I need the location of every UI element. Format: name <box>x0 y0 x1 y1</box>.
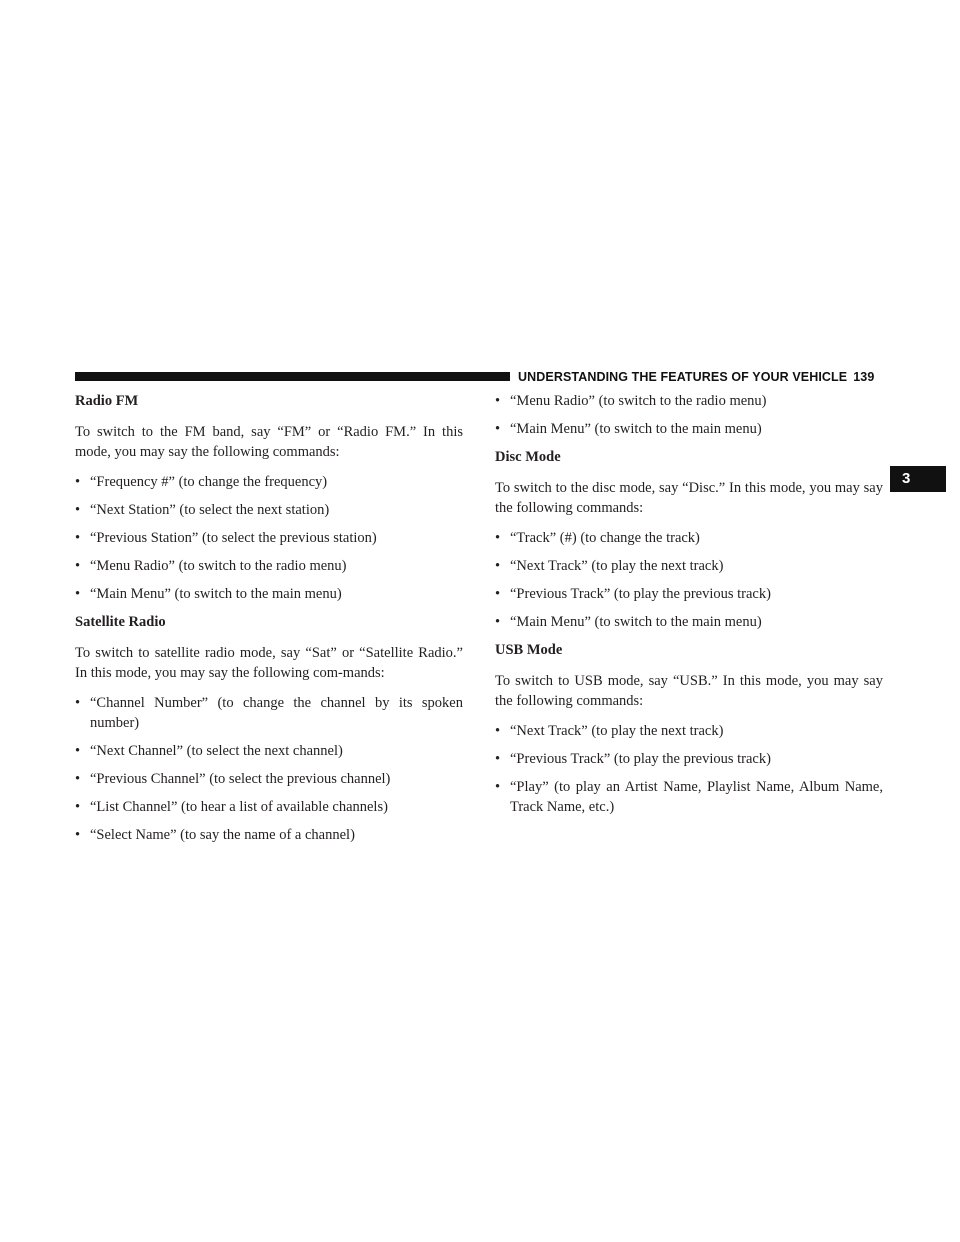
list-item: • “Track” (#) (to change the track) <box>495 530 700 546</box>
bullet-icon: • <box>495 421 501 437</box>
bullet-icon: • <box>75 743 81 759</box>
list-item: • “Select Name” (to say the name of a channel) <box>75 827 355 843</box>
bullet-icon: • <box>75 771 81 787</box>
bullet-icon: • <box>75 558 81 574</box>
bullet-icon: • <box>75 530 81 546</box>
usb-mode-intro: To switch to USB mode, say “USB.” In this mode, you may say the following commands: <box>495 673 883 709</box>
bullet-icon: • <box>495 393 501 409</box>
list-item: • “Frequency #” (to change the frequency) <box>75 474 328 490</box>
disc-mode-commands <box>495 528 883 632</box>
radio-fm-heading: Radio FM <box>75 393 139 409</box>
list-item: • “Previous Track” (to play the previous track) <box>495 586 771 602</box>
right-column <box>495 391 883 825</box>
list-item: • “Main Menu” (to switch to the main menu) <box>495 614 762 630</box>
page-number: 139 <box>853 370 875 384</box>
bullet-icon: • <box>75 474 81 490</box>
radio-fm-intro: To switch to the FM band, say “FM” or “Radio FM.” In this mode, you may say the following commands: <box>75 424 463 460</box>
satellite-radio-commands <box>75 693 463 845</box>
bullet-icon: • <box>495 586 501 602</box>
section-title: UNDERSTANDING THE FEATURES OF YOUR VEHICLE <box>518 370 848 384</box>
usb-mode-section <box>495 640 883 817</box>
satellite-radio-section <box>75 612 463 845</box>
list-item: • “Previous Channel” (to select the previous channel) <box>75 771 391 787</box>
list-item: • “Menu Radio” (to switch to the radio menu) <box>75 558 347 574</box>
bullet-icon: • <box>495 723 501 739</box>
list-item: • “Channel Number” (to change the channel by its spoken number) <box>75 695 463 731</box>
left-column <box>75 391 463 853</box>
list-item: • “Main Menu” (to switch to the main menu) <box>75 586 342 602</box>
list-item: • “Next Track” (to play the next track) <box>495 723 724 739</box>
bullet-icon: • <box>495 530 501 546</box>
bullet-icon: • <box>75 502 81 518</box>
usb-mode-heading: USB Mode <box>495 642 563 658</box>
list-item: • “Main Menu” (to switch to the main menu) <box>495 421 762 437</box>
bullet-icon: • <box>75 799 81 815</box>
satellite-radio-intro: To switch to satellite radio mode, say “Sat” or “Satellite Radio.” In this mode, you may say the following com-mands: <box>75 645 463 681</box>
list-item: • “Play” (to play an Artist Name, Playlist Name, Album Name, Track Name, etc.) <box>495 779 883 815</box>
usb-mode-commands <box>495 721 883 817</box>
bullet-icon: • <box>75 586 81 602</box>
bullet-icon: • <box>75 827 81 843</box>
disc-mode-intro: To switch to the disc mode, say “Disc.” In this mode, you may say the following commands: <box>495 480 883 516</box>
bullet-icon: • <box>495 751 501 767</box>
bullet-icon: • <box>75 695 81 711</box>
list-item: • “List Channel” (to hear a list of available channels) <box>75 799 388 815</box>
list-item: • “Menu Radio” (to switch to the radio menu) <box>495 393 767 409</box>
chapter-tab: 3 <box>890 466 946 492</box>
bullet-icon: • <box>495 614 501 630</box>
list-item: • “Previous Track” (to play the previous track) <box>495 751 771 767</box>
satellite-radio-heading: Satellite Radio <box>75 614 166 630</box>
radio-fm-section <box>75 391 463 604</box>
bullet-icon: • <box>495 779 501 795</box>
radio-fm-commands <box>75 472 463 604</box>
list-item: • “Next Channel” (to select the next channel) <box>75 743 343 759</box>
bullet-icon: • <box>495 558 501 574</box>
running-header <box>518 370 874 384</box>
continued-commands <box>495 391 883 439</box>
list-item: • “Next Station” (to select the next station) <box>75 502 330 518</box>
disc-mode-section <box>495 447 883 632</box>
list-item: • “Previous Station” (to select the previous station) <box>75 530 377 546</box>
header-rule <box>75 372 510 381</box>
disc-mode-heading: Disc Mode <box>495 449 561 465</box>
list-item: • “Next Track” (to play the next track) <box>495 558 724 574</box>
